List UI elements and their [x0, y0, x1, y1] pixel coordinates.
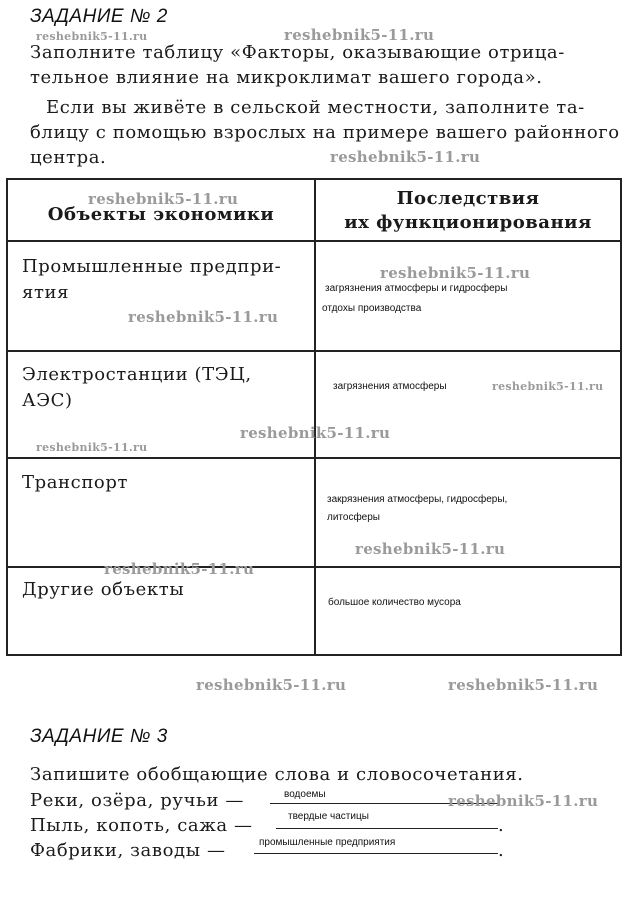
watermark: reshebnik5-11.ru: [380, 264, 531, 282]
watermark: reshebnik5-11.ru: [448, 792, 599, 810]
task2-para2-line3: центра.: [30, 147, 107, 168]
task3-title: ЗАДАНИЕ № 3: [30, 726, 168, 747]
watermark: reshebnik5-11.ru: [240, 424, 391, 442]
task3-item-2-period: .: [498, 815, 505, 836]
task3-item-1-answer: водоемы: [284, 789, 326, 800]
task2-title: ЗАДАНИЕ № 2: [30, 6, 168, 27]
task2-para2-line1: Если вы живёте в сельской местности, заполните та-: [46, 97, 585, 118]
watermark: reshebnik5-11.ru: [284, 26, 435, 44]
watermark: reshebnik5-11.ru: [128, 308, 279, 326]
watermark: reshebnik5-11.ru: [355, 540, 506, 558]
watermark: reshebnik5-11.ru: [36, 30, 148, 43]
task3-item-3-period: .: [498, 840, 505, 861]
table-header-consequences-line1: Последствия: [396, 188, 540, 209]
table-header-consequences-line2: их функционирования: [344, 212, 592, 233]
watermark: reshebnik5-11.ru: [492, 380, 604, 393]
table-header-objects: Объекты экономики: [47, 204, 275, 225]
table-border-left: [6, 178, 8, 656]
table-row-divider: [6, 566, 622, 568]
table-row-2-object-line1: Электростанции (ТЭЦ,: [22, 364, 252, 385]
watermark: reshebnik5-11.ru: [36, 441, 148, 454]
table-row-divider: [6, 240, 622, 242]
table-border-right: [620, 178, 622, 656]
table-row-3-answer-line2: литосферы: [327, 512, 380, 523]
table-row-divider: [6, 350, 622, 352]
task3-item-2-answer: твердые частицы: [288, 811, 369, 822]
table-column-divider: [314, 178, 316, 656]
table-row-4-answer-line1: большое количество мусора: [328, 597, 461, 608]
table-row-1-answer-line2: отдохы производства: [322, 303, 422, 314]
task3-item-3-answer: промышленные предприятия: [259, 837, 396, 848]
table-row-1-object-line2: ятия: [22, 282, 70, 303]
watermark: reshebnik5-11.ru: [104, 560, 255, 578]
watermark: reshebnik5-11.ru: [330, 148, 481, 166]
table-row-1-answer-line1: загрязнения атмосферы и гидросферы: [325, 283, 508, 294]
task2-para1-line2: тельное влияние на микроклимат вашего города».: [30, 67, 543, 88]
table-row-3-answer-line1: закрязнения атмосферы, гидросферы,: [327, 494, 508, 505]
watermark: reshebnik5-11.ru: [88, 190, 239, 208]
task3-item-3-prompt: Фабрики, заводы —: [30, 840, 226, 861]
task2-para2-line2: блицу с помощью взрослых на примере вашего районного: [30, 122, 620, 143]
table-row-2-answer-line1: загрязнения атмосферы: [333, 381, 447, 392]
task3-item-1-prompt: Реки, озёра, ручьи —: [30, 790, 244, 811]
task3-item-2-prompt: Пыль, копоть, сажа —: [30, 815, 253, 836]
table-row-3-object-line1: Транспорт: [22, 472, 129, 493]
table-row-4-object-line1: Другие объекты: [22, 579, 185, 600]
task3-instruction: Запишите обобщающие слова и словосочетания.: [30, 764, 524, 785]
table-row-divider: [6, 457, 622, 459]
task2-para1-line1: Заполните таблицу «Факторы, оказывающие отрица-: [30, 42, 565, 63]
table-row-1-object-line1: Промышленные предпри-: [22, 256, 282, 277]
table-row-2-object-line2: АЭС): [22, 390, 73, 411]
watermark: reshebnik5-11.ru: [196, 676, 347, 694]
watermark: reshebnik5-11.ru: [448, 676, 599, 694]
